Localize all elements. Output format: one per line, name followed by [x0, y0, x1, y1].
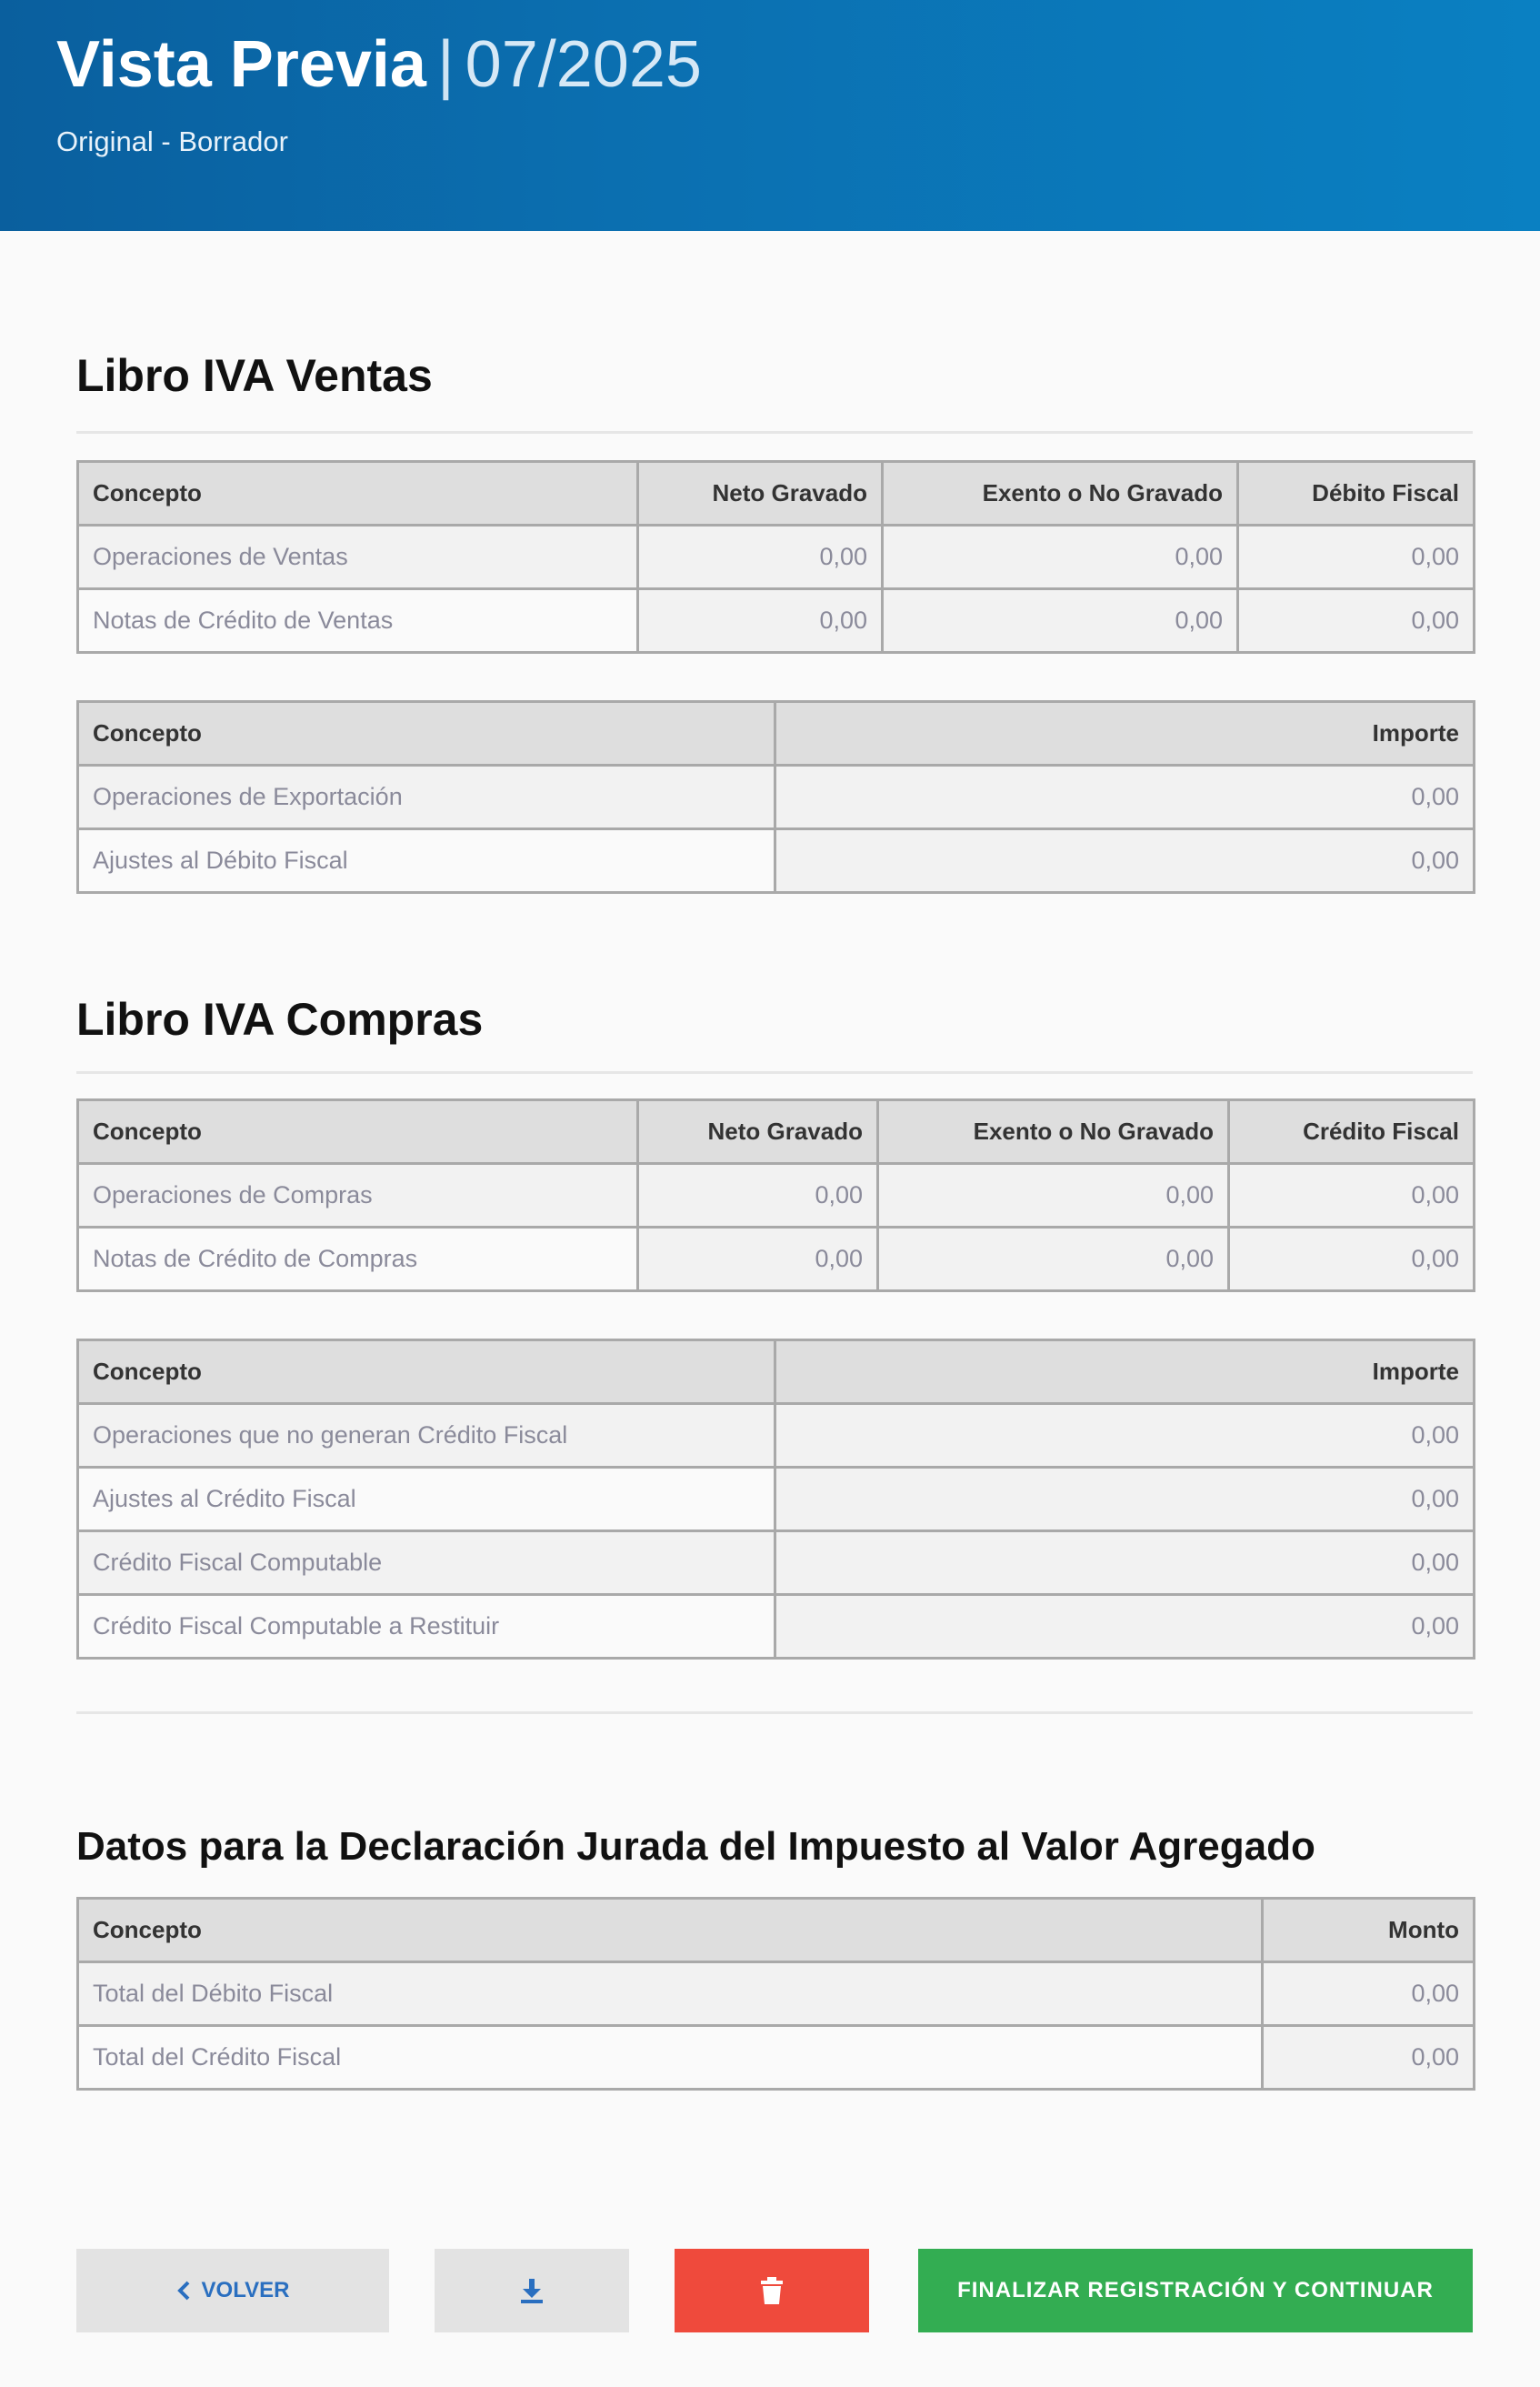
col-header: Concepto: [78, 462, 638, 526]
col-header: Exento o No Gravado: [878, 1100, 1229, 1164]
row-concept: Operaciones que no generan Crédito Fiscal: [78, 1404, 775, 1468]
table-row: [78, 1962, 1475, 2026]
row-value: 0,00: [638, 1164, 878, 1228]
row-concept: Crédito Fiscal Computable a Restituir: [78, 1595, 775, 1659]
row-value: 0,00: [775, 1468, 1475, 1531]
table-row: [78, 1531, 1475, 1595]
compras-table-secondary: [76, 1339, 1475, 1660]
divider: [76, 431, 1473, 434]
table-header-row: [78, 1340, 1475, 1404]
back-button[interactable]: [76, 2249, 389, 2332]
page-title: [56, 24, 702, 105]
back-button-label: VOLVER: [201, 2278, 290, 2302]
row-value: 0,00: [1263, 1962, 1475, 2026]
row-concept: Total del Crédito Fiscal: [78, 2026, 1263, 2090]
download-button[interactable]: [435, 2249, 629, 2332]
finish-button[interactable]: [918, 2249, 1473, 2332]
period-label: 07/2025: [465, 28, 702, 101]
row-value: 0,00: [638, 589, 883, 653]
col-header: Importe: [775, 1340, 1475, 1404]
row-concept: Total del Débito Fiscal: [78, 1962, 1263, 2026]
row-concept: Crédito Fiscal Computable: [78, 1531, 775, 1595]
row-value: 0,00: [883, 526, 1238, 589]
row-value: 0,00: [775, 829, 1475, 893]
ddjj-table: [76, 1897, 1475, 2091]
col-header: Crédito Fiscal: [1229, 1100, 1475, 1164]
row-concept: Notas de Crédito de Ventas: [78, 589, 638, 653]
row-concept: Ajustes al Crédito Fiscal: [78, 1468, 775, 1531]
status-subtitle: Original - Borrador: [56, 125, 288, 157]
col-header: Neto Gravado: [638, 462, 883, 526]
ventas-table-main: [76, 460, 1475, 654]
table-row: [78, 1228, 1475, 1291]
row-value: 0,00: [883, 589, 1238, 653]
row-value: 0,00: [878, 1228, 1229, 1291]
table-row: [78, 1404, 1475, 1468]
row-concept: Operaciones de Compras: [78, 1164, 638, 1228]
section-title-ventas: Libro IVA Ventas: [76, 350, 433, 401]
finish-button-label: FINALIZAR REGISTRACIÓN Y CONTINUAR: [957, 2278, 1434, 2302]
col-header: Exento o No Gravado: [883, 462, 1238, 526]
divider: [76, 1071, 1473, 1074]
row-concept: Operaciones de Ventas: [78, 526, 638, 589]
ventas-table-secondary: [76, 700, 1475, 894]
col-header: Concepto: [78, 1100, 638, 1164]
table-header-row: [78, 1100, 1475, 1164]
row-value: 0,00: [1229, 1228, 1475, 1291]
row-concept: Notas de Crédito de Compras: [78, 1228, 638, 1291]
row-value: 0,00: [1263, 2026, 1475, 2090]
delete-button[interactable]: [675, 2249, 869, 2332]
row-value: 0,00: [775, 1531, 1475, 1595]
row-value: 0,00: [1238, 589, 1475, 653]
row-concept: Operaciones de Exportación: [78, 766, 775, 829]
table-row: [78, 829, 1475, 893]
page-title-text: Vista Previa: [56, 28, 426, 101]
table-row: [78, 526, 1475, 589]
row-value: 0,00: [1238, 526, 1475, 589]
section-title-compras: Libro IVA Compras: [76, 994, 484, 1045]
trash-icon: [759, 2276, 785, 2305]
table-row: [78, 589, 1475, 653]
table-row: [78, 1164, 1475, 1228]
table-header-row: [78, 462, 1475, 526]
row-value: 0,00: [878, 1164, 1229, 1228]
row-value: 0,00: [775, 1595, 1475, 1659]
col-header: Monto: [1263, 1899, 1475, 1962]
row-value: 0,00: [638, 526, 883, 589]
col-header: Concepto: [78, 702, 775, 766]
col-header: Neto Gravado: [638, 1100, 878, 1164]
table-row: [78, 1595, 1475, 1659]
row-concept: Ajustes al Débito Fiscal: [78, 829, 775, 893]
col-header: Importe: [775, 702, 1475, 766]
row-value: 0,00: [775, 766, 1475, 829]
chevron-left-icon: [176, 2281, 191, 2301]
col-header: Concepto: [78, 1899, 1263, 1962]
title-separator: |: [436, 28, 455, 101]
row-value: 0,00: [638, 1228, 878, 1291]
row-value: 0,00: [775, 1404, 1475, 1468]
divider: [76, 1711, 1473, 1714]
compras-table-main: [76, 1098, 1475, 1292]
col-header: Débito Fiscal: [1238, 462, 1475, 526]
table-row: [78, 1468, 1475, 1531]
row-value: 0,00: [1229, 1164, 1475, 1228]
col-header: Concepto: [78, 1340, 775, 1404]
download-icon: [517, 2276, 546, 2305]
table-header-row: [78, 1899, 1475, 1962]
page-header: [0, 0, 1540, 231]
table-row: [78, 2026, 1475, 2090]
table-row: [78, 766, 1475, 829]
table-header-row: [78, 702, 1475, 766]
section-title-ddjj: Datos para la Declaración Jurada del Impuesto al Valor Agregado: [76, 1824, 1315, 1869]
